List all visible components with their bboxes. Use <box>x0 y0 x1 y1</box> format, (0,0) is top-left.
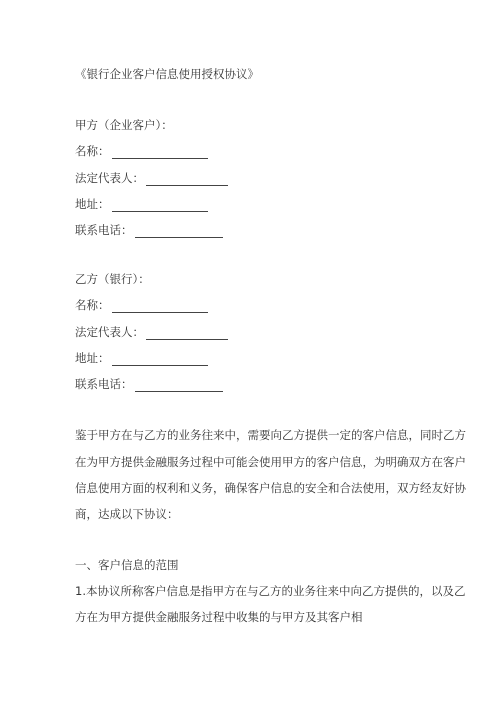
party-a-phone-row <box>75 222 223 238</box>
party-b-phone-row <box>75 376 223 392</box>
party-b-name-blank[interactable] <box>112 301 208 313</box>
party-a-address-label: 地址： <box>75 197 110 211</box>
section-line: 方在为甲方提供金融服务过程中收集的与甲方及其客户相 <box>75 610 363 624</box>
party-a-heading: 甲方（企业客户）： <box>75 118 173 132</box>
preamble-line: 在为甲方提供金融服务过程中可能会使用甲方的客户信息，为明确双方在客户 <box>75 455 466 469</box>
party-a-address-blank[interactable] <box>112 200 208 212</box>
party-a-phone-blank[interactable] <box>135 226 223 238</box>
party-b-rep-blank[interactable] <box>146 328 228 340</box>
party-b-name-row <box>75 297 208 313</box>
party-a-name-blank[interactable] <box>112 147 208 159</box>
party-a-phone-label: 联系电话： <box>75 223 133 237</box>
party-b-phone-label: 联系电话： <box>75 377 133 391</box>
document-title: 《银行企业客户信息使用授权协议》 <box>75 67 259 81</box>
party-b-rep-row <box>75 324 228 340</box>
party-b-address-label: 地址： <box>75 351 110 365</box>
party-a-address-row <box>75 196 208 212</box>
party-b-address-row <box>75 350 208 366</box>
party-b-name-label: 名称： <box>75 298 110 312</box>
party-a-rep-row <box>75 170 228 186</box>
party-b-phone-blank[interactable] <box>135 380 223 392</box>
party-b-heading: 乙方（银行）： <box>75 272 150 286</box>
party-b-rep-label: 法定代表人： <box>75 325 144 339</box>
preamble-line: 信息使用方面的权利和义务，确保客户信息的安全和合法使用，双方经友好协 <box>75 481 466 495</box>
party-a-name-row <box>75 143 208 159</box>
party-a-rep-label: 法定代表人： <box>75 171 144 185</box>
preamble-line: 鉴于甲方在与乙方的业务往来中，需要向乙方提供一定的客户信息，同时乙方 <box>75 428 466 442</box>
preamble-line: 商，达成以下协议： <box>75 507 179 521</box>
party-b-address-blank[interactable] <box>112 354 208 366</box>
section-line: 1.本协议所称客户信息是指甲方在与乙方的业务往来中向乙方提供的，以及乙 <box>75 584 466 598</box>
section-heading: 一、客户信息的范围 <box>75 558 179 572</box>
party-a-name-label: 名称： <box>75 144 110 158</box>
party-a-rep-blank[interactable] <box>146 174 228 186</box>
